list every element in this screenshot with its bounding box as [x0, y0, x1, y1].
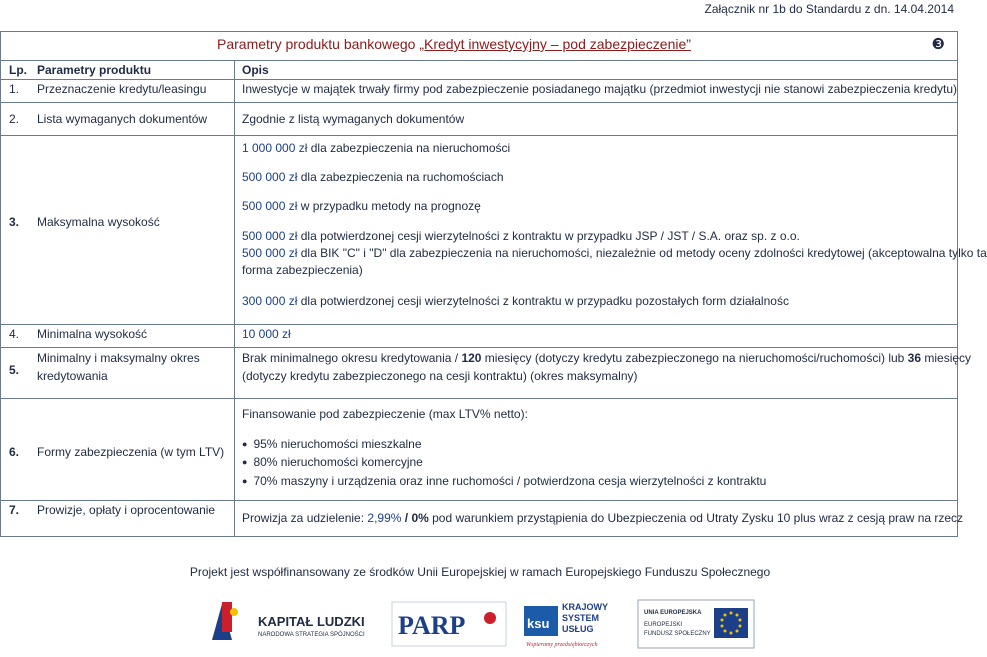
logo-strip [200, 596, 760, 654]
product-table [0, 31, 987, 537]
table-row [1, 325, 957, 348]
row-name: Przeznaczenie kredytu/leasingu [37, 82, 207, 96]
row-lp: 5. [9, 363, 20, 377]
svg-text:PARP: PARP [398, 611, 466, 640]
svg-text:KAPITAŁ LUDZKI: KAPITAŁ LUDZKI [258, 614, 365, 629]
max-amount-line: 300 000 zł dla potwierdzonej cesji wierzytelności z kontraktu w przypadku pozostałych form działalnośc [242, 294, 789, 308]
table-row [1, 501, 964, 536]
svg-text:USŁUG: USŁUG [562, 624, 594, 634]
row-name: Lista wymaganych dokumentów [37, 112, 208, 126]
number-badge: ❸ [931, 36, 945, 53]
table-row [1, 80, 957, 103]
row-lp: 4. [9, 327, 20, 341]
row-desc: 10 000 zł [242, 327, 291, 341]
max-amount-line: 1 000 000 zł dla zabezpieczenia na nieruchomości [242, 141, 511, 155]
max-amount-line: forma zabezpieczenia) [242, 263, 363, 277]
period-line: Brak minimalnego okresu kredytowania / 120 miesięcy (dotyczy kredytu zabezpieczonego na nieruchomości/ruchomości) lub 36 miesięcy [242, 351, 972, 365]
row-lp: 1. [9, 82, 20, 96]
max-amount-line: 500 000 zł dla BIK "C" i "D" dla zabezpieczenia na nieruchomości, niezależnie od metody oceny zdolności kredytowej (akceptowalna tylko ta [242, 246, 987, 260]
fee-line: Prowizja za udzielenie: 2,99% / 0% pod warunkiem przystąpienia do Ubezpieczenia od Utraty Zysku 10 plus wraz z cesją praw na rzecz [242, 511, 964, 525]
row-name: Minimalna wysokość [37, 327, 148, 341]
row-name: Formy zabezpieczenia (w tym LTV) [37, 445, 225, 459]
row-name: Prowizje, opłaty i oprocentowanie [37, 503, 216, 517]
collateral-item: ● 80% nieruchomości komercyjne [242, 455, 423, 469]
svg-text:UNIA EUROPEJSKA: UNIA EUROPEJSKA [644, 610, 702, 616]
svg-text:SYSTEM: SYSTEM [562, 613, 600, 623]
svg-text:EUROPEJSKI: EUROPEJSKI [644, 622, 683, 628]
table-row [1, 348, 972, 399]
collateral-intro: Finansowanie pod zabezpieczenie (max LTV% netto): [242, 407, 528, 421]
row-lp: 6. [9, 445, 20, 459]
table-row [1, 136, 987, 325]
row-lp: 2. [9, 112, 20, 126]
max-amount-line: 500 000 zł w przypadku metody na prognozę [242, 199, 481, 213]
max-amount-line: 500 000 zł dla zabezpieczenia na ruchomościach [242, 170, 504, 184]
period-line: (dotyczy kredytu zabezpieczonego na cesji kontraktu) (okres maksymalny) [242, 369, 638, 383]
kapital-ludzki-logo [200, 596, 370, 652]
svg-text:KRAJOWY: KRAJOWY [562, 602, 609, 612]
row-name: Maksymalna wysokość [37, 215, 160, 229]
table-header-row [1, 61, 957, 80]
table-row [1, 399, 957, 501]
cofinancing-note: Projekt jest współfinansowany ze środków Unii Europejskiej w ramach Europejskiego Funduszu Społecznego [189, 565, 771, 579]
parp-logo [390, 596, 510, 652]
ksu-logo [524, 596, 614, 652]
row-lp: 3. [9, 215, 20, 229]
row-name: Minimalny i maksymalny okres [37, 351, 200, 365]
collateral-item: ● 95% nieruchomości mieszkalne [242, 437, 422, 451]
header-desc: Opis [242, 63, 269, 77]
svg-text:ksu: ksu [527, 616, 550, 631]
max-amount-line: 500 000 zł dla potwierdzonej cesji wierzytelności z kontraktu w przypadku JSP / JST / S.A. oraz sp. z o.o. [242, 229, 800, 243]
header-param: Parametry produktu [37, 63, 152, 77]
svg-text:Wspieramy przedsiębiorczych: Wspieramy przedsiębiorczych [526, 642, 598, 648]
svg-text:FUNDUSZ SPOŁECZNY: FUNDUSZ SPOŁECZNY [644, 631, 711, 637]
row-name: kredytowania [37, 369, 108, 383]
attachment-note: Załącznik nr 1b do Standardu z dn. 14.04.2014 [704, 2, 954, 16]
collateral-item: ● 70% maszyny i urządzenia oraz inne ruchomości / potwierdzona cesja wierzytelności z kontraktu [242, 474, 766, 488]
table-row [1, 103, 957, 136]
svg-text:NARODOWA STRATEGIA SPÓJNOŚCI: NARODOWA STRATEGIA SPÓJNOŚCI [258, 632, 365, 638]
eu-efs-logo [636, 596, 756, 652]
table-title: Parametry produktu bankowego „Kredyt inwestycyjny – pod zabezpieczenie” [217, 36, 691, 52]
row-desc: Inwestycje w majątek trwały firmy pod zabezpieczenie posiadanego majątku (przedmiot inwestycji nie stanowi zabezpieczenia kredytu) [242, 82, 958, 96]
header-lp: Lp. [9, 63, 27, 77]
row-desc: Zgodnie z listą wymaganych dokumentów [242, 112, 465, 126]
table-title-row [1, 32, 957, 61]
row-lp: 7. [9, 503, 20, 517]
